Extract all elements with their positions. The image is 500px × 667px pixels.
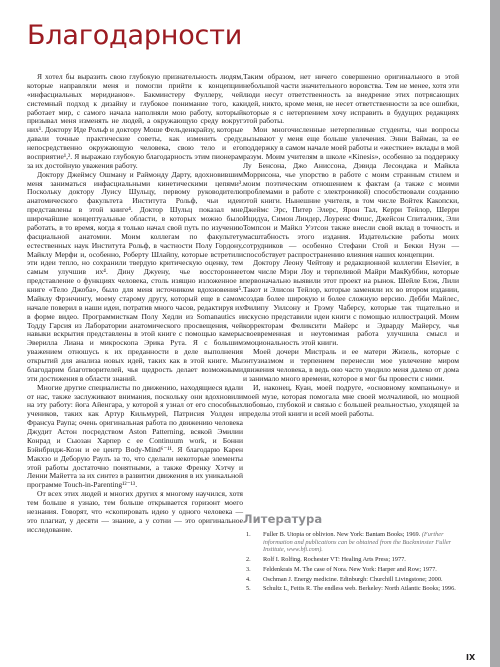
paragraph: Моей дочери Мистраль и ее матери Жизель, которые с энтузиазмом и терпением перенесли мое увлечение миром движения человека, в ведь оно часто уводило меня далеко от дома и занимало много времени, которое я мог бы провести с ними. <box>243 347 459 383</box>
paragraph: Доктору Джеймсу Ошману и Раймонду Дарту, вдохновившим меня заниматься инфасциальными кинетическими цепями³. Поскольку доктору Луису Шульцу, первому руководителю анатомического факультета Института Рольф, чьи идеи представлены в этой книге⁴. Доктор Шульц показал мне широчайшие концептуальные области, в которых можно было работать, в то время, когда я только начал свой путь по изучению фасциальной анатомии. Моим коллегам по факультету естественных наук Института Рольф, в частности Полу Гордону, Майклу Мерфи и, особенно, Роберту Шлайпу, которые встретили эти идеи тепло, но сохранили твердую критическую оценку, тем самым улучшив их⁴. Дину Джуену, чье восстороннее представление о функциях человека, столь изящно изложенное в книге «Тело Джоба», было для меня источником вдохновения⁵. Майклу Фрэнчингу, моему старому другу, который еще в самом начале поверил в наши идеи, потратив много часов, редактируя их в форме видео. Программисткам Полу Хедли из Somanautics и Тодду Гарсия из Лаборатории анатомического просвещения, чей навыки вскрытия представлены в этой книге с помощью камеры Эверилла Лиана и микроскопа Эрика Рута. Я с большим уважением отношусь к их преданности в деле выполнения открытий для анализа новых идей, таких как в этой книге. Мы благодарим благотворителей, чья щедрость делает возможными эти достижения в области знаний. <box>27 169 243 383</box>
left-column <box>27 73 243 643</box>
paragraph: Многие другие специалисты по движению, находящиеся вдали от нас, также заслуживают внимания, поскольку они вдохновили на эту работу: йога Айенгара, у которой я узнал от его способных учеников, таких как Артур Кильмурей, Патрисия Уолден и Франсуа Раупа; очень оригинальная работа по движению человека Джудит Астон посредством Aston Patterning, всякой Эмилии Конрад и Сьюзан Харпер с ее Continuum work, и Бонни Бэйнбридж-Коэн и ее центр Body-Mind⁶⁻¹¹. Я благодарю Карен Макхзо и Деборую Раулъ за то, что сделали некоторые элементы этой работы достаточно понятными, а также Френку Хэтчу и Ленни Майетта за их синтез в развитии движения в их уникальной программе Touch-in-Parenting¹²⁻¹³. <box>27 382 243 490</box>
paragraph: От всех этих людей и многих других я многому научился, хотя тем больше я узнаю, тем больше открывается горизонт моего незнания. Говорят, что «скопировать идею у одного человека — это плагиат, у десяти — знание, а у сотни — это оригинальное исследование. <box>27 489 243 534</box>
right-column <box>243 72 459 419</box>
side-decoration-bar <box>490 0 500 667</box>
paragraph: И, наконец, Куан, моей подруге, «основному компаньону» и моей музе, которая помогала мне своей молчаливой, но мощной любовью, глубокой и связью с большей реальностью, уходящей за пределы этой книги и всей моей работы. <box>243 382 459 419</box>
paragraph: Я хотел бы выразить свою глубокую признательность людям, которые направляли меня и помогли прийти к концепции «инфасциальных меридианов». Бакминстеру Фуллеру, чей системный подход к дизайну и глубокое понимание того, как работает мир, с самого начала наполняли мою работу, который призывал меня изменять не людей, а окружающую среду вокруг них¹. Доктору Иде Рольф и доктору Моше Фельденкрайзу, которые давали точные практические советы, как изменить среду, непосредственно окружающую человека, свою тело и его восприятие¹,². Я выражаю глубокую благодарность этим пионерам за их достойную уважения работу. <box>27 72 243 170</box>
paragraph: Доктору Леону Чейтову и редакционной коллегии Elsevier, в том числе Мэри Лоу и терпеливой Майри МакКуббин, которые первоначально выявили этот проект на рынок. Шейле Блэк, Лили Такот и Элисон Тейлор, которые заменяли их во втором издании, создав более широкую и более сложную версию. Дебби Майлес, Филипу Уилсону и Грэму Чаберсу, которые так тщательно и искусно представили идеи книги с помощью иллюстраций. Моим корректорам Феликсити Майерс и Эдварду Майерсу, чья своевременная и неутомимая работа улучшила смысл и эмоциональность этой книги. <box>243 258 459 348</box>
reference-item: 2. Rolf I. Rolfing. Rochester VT: Healing Arts Press; 1977. <box>246 556 406 564</box>
reference-item: 4. Oschman J. Energy medicine. Edinburgh: Churchill Livingstone; 2000. <box>246 575 443 583</box>
references-list <box>243 531 459 595</box>
reference-item: 1. Fuller B. Utopia or oblivion. New York: Bantam Books; 1969. (Further information and publications can be obtained from the Buckminster Fuller Institute, www.bfi.com). <box>246 531 452 554</box>
references-heading: Литература <box>243 512 323 526</box>
reference-item: 3. Feldenkrais M. The case of Nora. New York: Harper and Row; 1977. <box>246 565 437 573</box>
page-number: IX <box>466 653 476 662</box>
page-title: Благодарности <box>27 20 243 51</box>
reference-item: 5. Schultz L, Feitis R. The endless web. Berkeley: North Atlantic Books; 1996. <box>246 585 456 593</box>
paragraph: Мои многочисленные нетерпеливые студенты, чьи вопросы вызывают у меня еще больше увлечения. Энни Вайман, за ее поддержку в самом начале моей работы и «жесткие» вклады в мой разум. Моим учителям в школе «Kinesis», особенно за поддержку Лу Бенсона, Джо Аниссона, Дэвида Лесондака и Майкла Моррисона, чье упорство в работе с моим странным стилем и моим поэтическим отношением к фактам (а также с моими проблемами в работе с электроникой) способствовали созданию этой книги. Нынешние учителя, в том числе Войтек Какопски, Джеймс Эрс, Питер Элерс, Ярон Тал, Керри Тейлор, Шерри Ицидуа, Симон Линдер, Лоуренс Фишс, Джейсон Спиталник, Эли Томпсон и Майкл Уэтсон также внесли свой вклад в точность и масштабность этого издания. Издательские работы моих сотрудников — особенно Стефани Стой и Бекки Нуэн — способствует распространению влияния наших концепции. <box>243 125 459 259</box>
paragraph: Таким образом, нет ничего совершенно оригинального в этой небольшой части значительного воровства. Тем не менее, хотя эти люди несут ответственность за внедрение этих потрясающих идей, никто, кроме меня, не несет ответственности за все ошибки, которые я с нетерпением хочу исправить в будущих редакциях этой работы. <box>243 72 459 126</box>
